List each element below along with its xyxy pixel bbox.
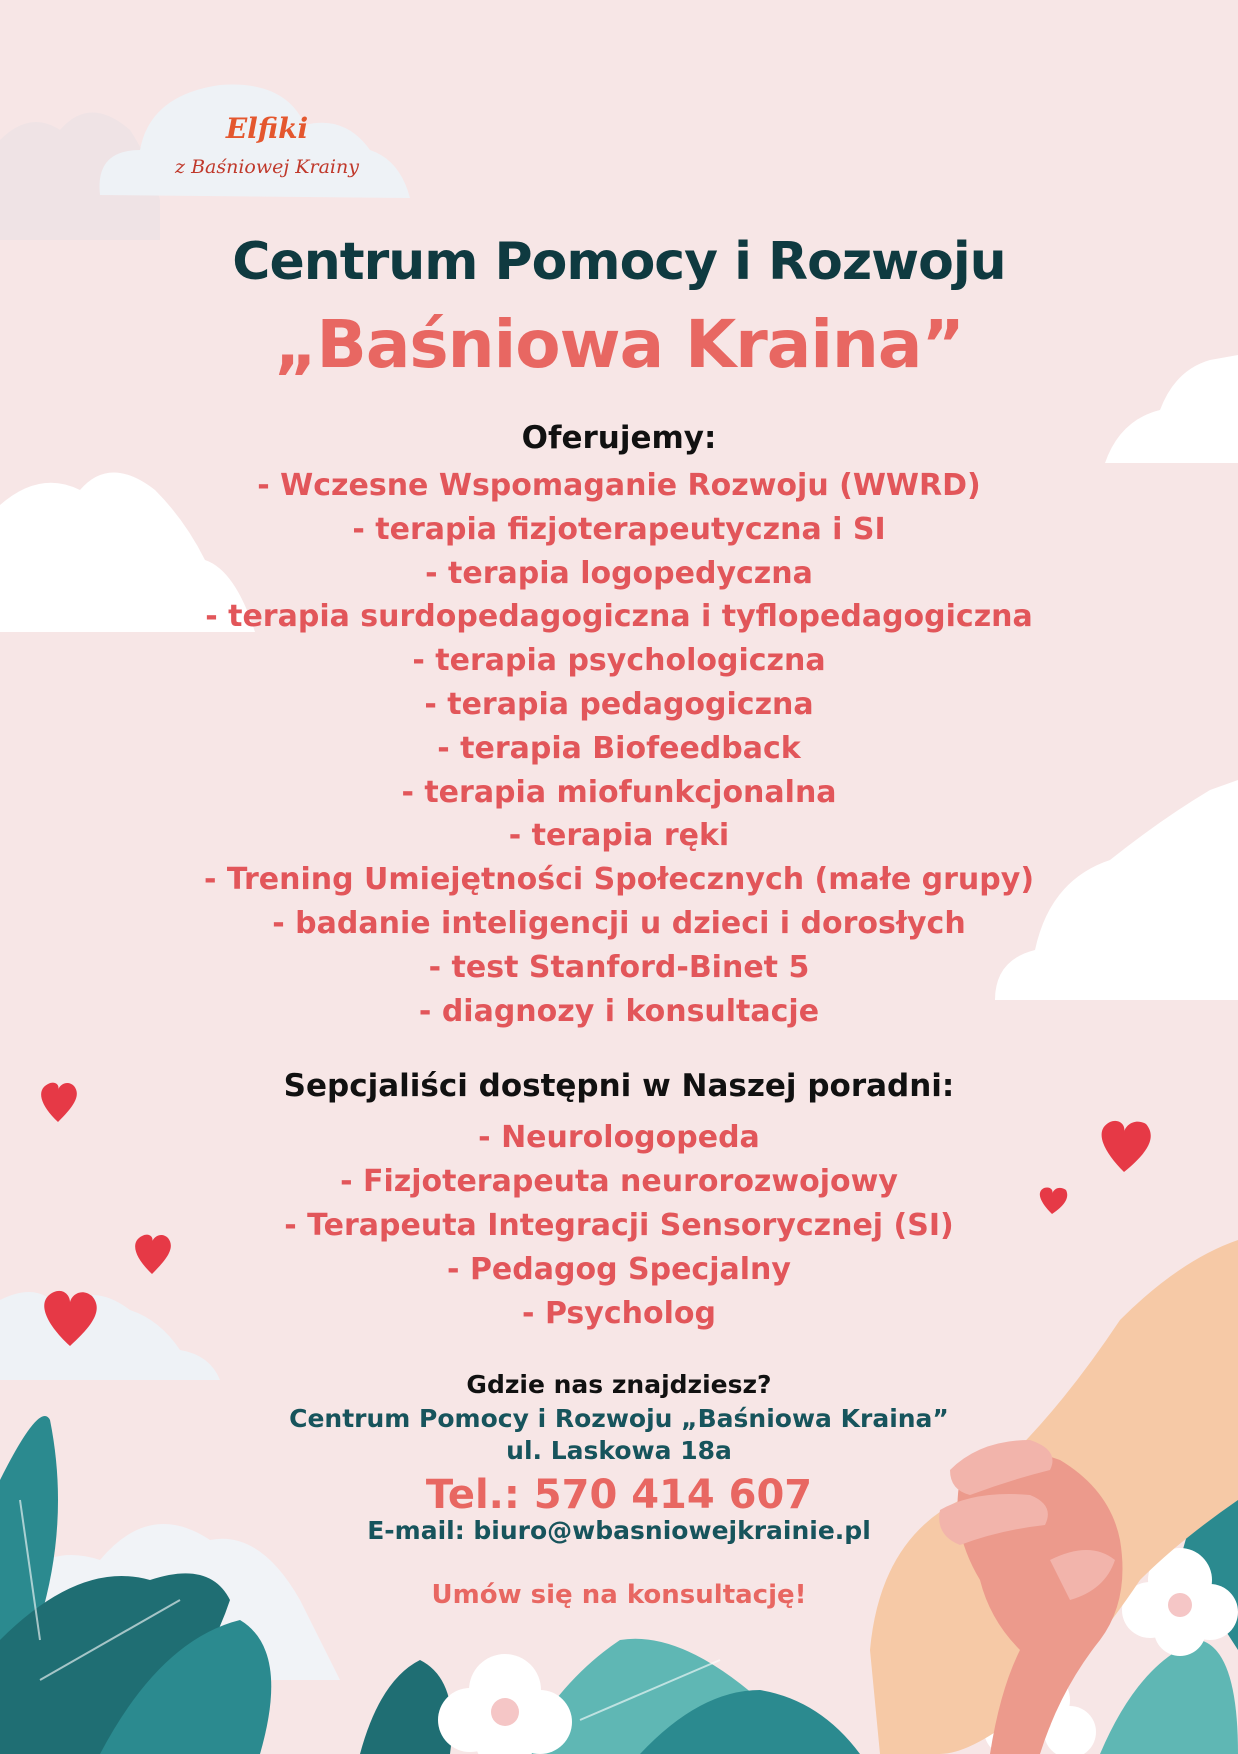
- list-item: - Neurologopeda: [478, 1120, 760, 1155]
- email-address[interactable]: E-mail: biuro@wbasniowejkrainie.pl: [367, 1516, 871, 1545]
- contact-name: Centrum Pomocy i Rozwoju „Baśniowa Kraina”: [289, 1404, 949, 1433]
- list-item: - terapia fizjoterapeutyczna i SI: [352, 511, 886, 547]
- page-title: Centrum Pomocy i Rozwoju: [232, 232, 1006, 292]
- list-item: - terapia miofunkcjonalna: [401, 774, 837, 810]
- list-item: - Wczesne Wspomaganie Rozwoju (WWRD): [257, 468, 981, 503]
- list-item: - diagnozy i konsultacje: [418, 993, 820, 1029]
- list-item: - terapia ręki: [508, 818, 730, 854]
- logo-title: Elfiki: [225, 112, 309, 145]
- list-item: - terapia surdopedagogiczna i tyflopedagogiczna: [205, 599, 1033, 635]
- contact-address: ul. Laskowa 18a: [506, 1436, 732, 1465]
- list-item: - Terapeuta Integracji Sensorycznej (SI): [284, 1208, 954, 1243]
- list-item: - Trening Umiejętności Społecznych (małe grupy): [203, 862, 1035, 898]
- contact-heading: Gdzie nas znajdziesz?: [466, 1370, 772, 1399]
- list-item: - terapia pedagogiczna: [424, 686, 814, 722]
- list-item: - badanie inteligencji u dzieci i dorosłych: [272, 905, 966, 941]
- list-item: - terapia logopedyczna: [425, 555, 813, 591]
- logo: [172, 112, 362, 192]
- offer-heading: Oferujemy:: [521, 420, 717, 456]
- logo-subtitle: z Baśniowej Krainy: [175, 156, 359, 178]
- list-item: - test Stanford-Binet 5: [428, 949, 810, 985]
- list-item: - terapia psychologiczna: [412, 643, 826, 679]
- phone-number[interactable]: Tel.: 570 414 607: [425, 1472, 813, 1518]
- offer-list: [0, 464, 1238, 1033]
- list-item: - Psycholog: [522, 1296, 716, 1331]
- specialists-heading: Sepcjaliści dostępni w Naszej poradni:: [283, 1068, 955, 1104]
- list-item: - Fizjoterapeuta neurorozwojowy: [340, 1164, 898, 1199]
- call-to-action: Umów się na konsultację!: [431, 1580, 807, 1610]
- list-item: - terapia Biofeedback: [437, 730, 801, 766]
- list-item: - Pedagog Specjalny: [447, 1252, 791, 1287]
- page-subtitle: „Baśniowa Kraina”: [274, 306, 964, 383]
- specialists-list: [0, 1116, 1238, 1336]
